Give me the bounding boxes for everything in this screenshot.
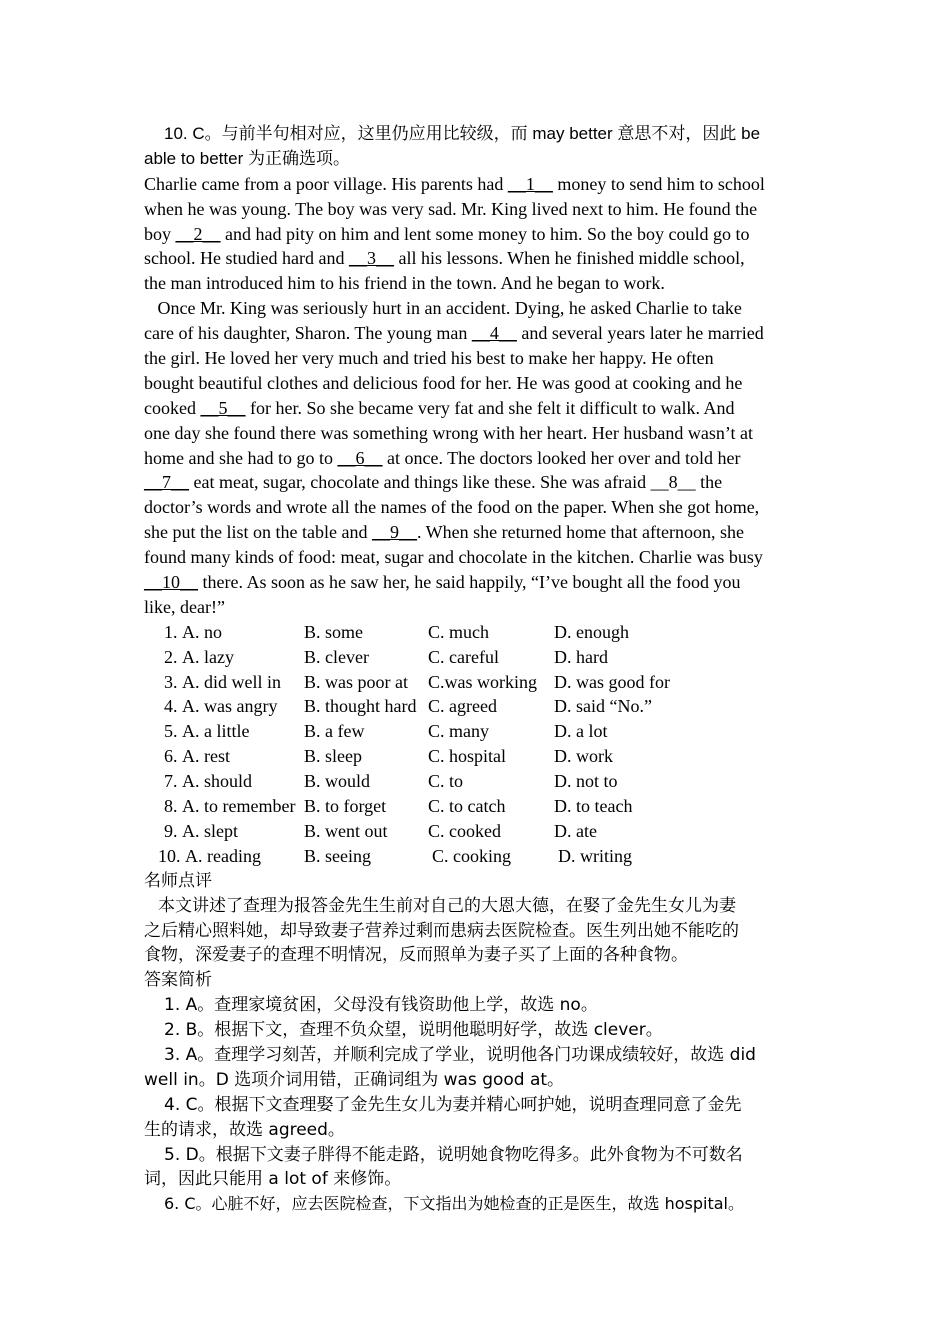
blank-3: __3__ (348, 248, 394, 269)
passage-line: bought beautiful clothes and delicious food for her. He was good at cooking and he (144, 372, 743, 393)
option-row-1: 1. A. no B. some C. much D. enough (164, 621, 629, 642)
passage-line: when he was young. The boy was very sad. Mr. King lived next to him. He found the (144, 198, 758, 219)
passage-line: boy __2__ and had pity on him and lent some money to him. So the boy could go to (144, 223, 750, 244)
option-row-3: 3. A. did well in B. was poor at C.was working D. was good for (164, 671, 670, 692)
review-heading: 名师点评 (144, 870, 212, 891)
passage-line: cooked __5__ for her. So she became very fat and she felt it difficult to walk. And (144, 397, 735, 418)
options-list (144, 620, 808, 869)
passage-line: __7__ eat meat, sugar, chocolate and things like these. She was afraid __8__ the (144, 472, 723, 493)
passage-line: home and she had to go to __6__ at once. The doctors looked her over and told her (144, 447, 741, 468)
passage-line: school. He studied hard and __3__ all his lessons. When he finished middle school, (144, 248, 745, 269)
option-row-8: 8. A. to remember B. to forget C. to catch D. to teach (164, 796, 633, 817)
passage-line: __10__ there. As soon as he saw her, he said happily, “I’ve bought all the food you (144, 572, 741, 593)
passage-line: Once Mr. King was seriously hurt in an accident. Dying, he asked Charlie to take (144, 298, 742, 319)
answer-line: 词，因此只能用 a lot of 来修饰。 (144, 1169, 402, 1190)
option-row-9: 9. A. slept B. went out C. cooked D. ate (164, 820, 597, 841)
option-row-5: 5. A. a little B. a few C. many D. a lot (164, 721, 608, 742)
passage-line: like, dear!” (144, 596, 225, 617)
option-row-6: 6. A. rest B. sleep C. hospital D. work (164, 746, 613, 767)
passage-line: Charlie came from a poor village. His parents had __1__ money to send him to school (144, 173, 765, 194)
passage-line: one day she found there was something wrong with her heart. Her husband wasn’t at (144, 422, 754, 443)
answer-line: 6. C。心脏不好，应去医院检查，下文指出为她检查的正是医生，故选 hospital。 (164, 1194, 745, 1214)
passage-line: the man introduced him to his friend in the town. And he began to work. (144, 273, 665, 294)
blank-4: __4__ (471, 323, 517, 344)
answer-line: 4. C。根据下文查理娶了金先生女儿为妻并精心呵护她，说明查理同意了金先 (164, 1094, 742, 1115)
cloze-passage (144, 172, 808, 620)
blank-2: __2__ (175, 223, 221, 244)
option-row-7: 7. A. should B. would C. to D. not to (164, 771, 618, 792)
passage-line: the girl. He loved her very much and tried his best to make her happy. He often (144, 348, 714, 369)
answer-line: 5. D。根据下文妻子胖得不能走路，说明她食物吃得多。此外食物为不可数名 (164, 1144, 743, 1165)
blank-10: __10__ (144, 572, 198, 593)
passage-line: found many kinds of food: meat, sugar and chocolate in the kitchen. Charlie was busy (144, 547, 763, 568)
note-10-line-2: able to better 为正确选项。 (144, 148, 350, 168)
review-line: 之后精心照料她，却导致妻子营养过剩而患病去医院检查。医生列出她不能吃的 (144, 920, 739, 941)
review-line: 本文讲述了查理为报答金先生生前对自己的大恩大德，在娶了金先生女儿为妻 (158, 895, 736, 916)
blank-9: __9__ (371, 522, 417, 543)
note-10-line-1: 10. C。与前半句相对应，这里仍应用比较级，而 may better 意思不对，因此 be (164, 124, 761, 143)
answer-line: 生的请求，故选 agreed。 (144, 1119, 345, 1140)
review-line: 食物，深爱妻子的查理不明情况，反而照单为妻子买了上面的各种食物。 (144, 945, 688, 966)
passage-line: she put the list on the table and __9__. When she returned home that afternoon, she (144, 522, 745, 543)
answer-line: well in。D 选项介词用错，正确词组为 was good at。 (144, 1069, 565, 1090)
document-page (144, 122, 808, 1217)
blank-1: __1__ (507, 173, 553, 194)
option-row-4: 4. A. was angry B. thought hard C. agreed D. said “No.” (164, 696, 652, 717)
answer-line: 1. A。查理家境贫困，父母没有钱资助他上学，故选 no。 (164, 995, 598, 1016)
blank-7: __7__ (144, 472, 189, 493)
option-row-2: 2. A. lazy B. clever C. careful D. hard (164, 646, 608, 667)
blank-5: __5__ (200, 397, 246, 418)
passage-line: care of his daughter, Sharon. The young man __4__ and several years later he married (144, 323, 764, 344)
passage-line: doctor’s words and wrote all the names of the food on the paper. When she got home, (144, 497, 760, 518)
answers-heading: 答案简析 (144, 970, 212, 991)
blank-6: __6__ (337, 447, 383, 468)
answer-line: 3. A。查理学习刻苦，并顺利完成了学业，说明他各门功课成绩较好，故选 did (164, 1044, 756, 1065)
option-row-10: 10. A. reading B. seeing C. cooking D. writing (158, 845, 632, 866)
answer-line: 2. B。根据下文，查理不负众望，说明他聪明好学，故选 clever。 (164, 1020, 663, 1041)
